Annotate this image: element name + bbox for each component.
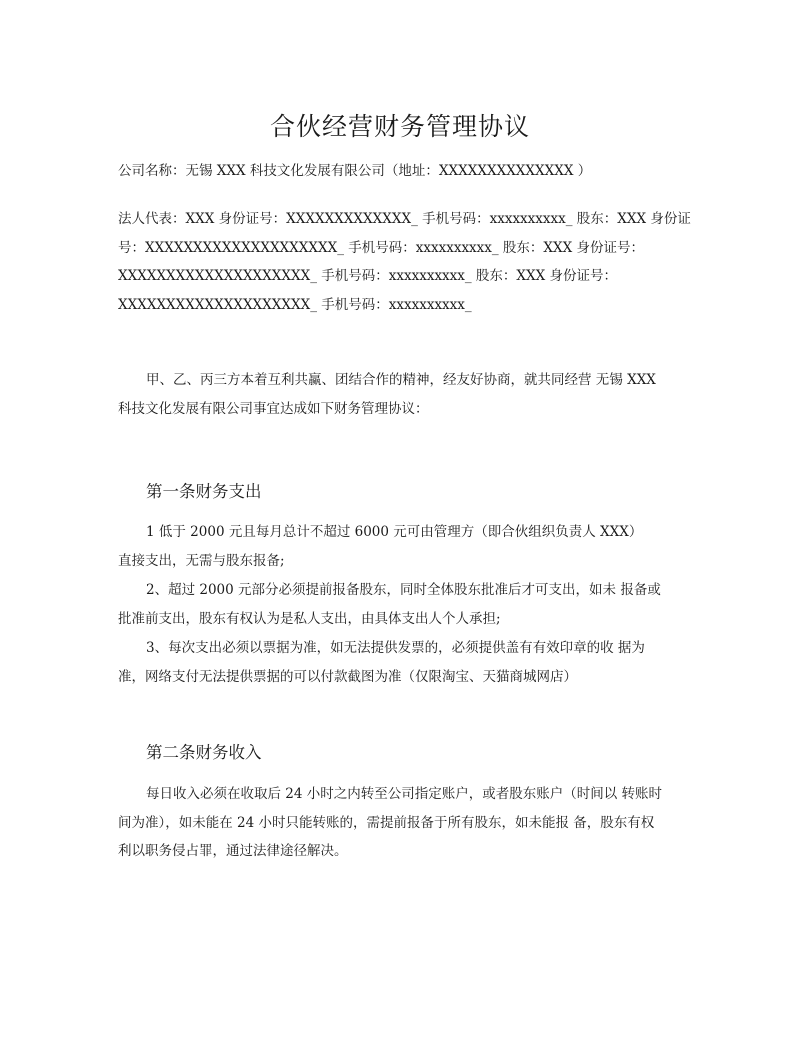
intro-line: 科技文化发展有限公司事宜达成如下财务管理协议： [118, 400, 429, 417]
intro-line: 甲、乙、丙三方本着互利共赢、团结合作的精神，经友好协商，就共同经营 无锡 XXX [146, 372, 656, 388]
expense-clause-3 [118, 634, 698, 691]
clause-line: 批准前支出，股东有权认为是私人支出，由具体支出人个人承担; [118, 610, 501, 627]
clause-line: 每日收入必须在收取后 24 小时之内转至公司指定账户，或者股东账户（时间以 转账时 [146, 786, 663, 802]
section-heading-income: 第二条财务收入 [146, 743, 262, 762]
clause-line: 利以职务侵占罪，通过法律途径解决。 [118, 843, 348, 860]
clause-line: 准，网络支付无法提供票据的可以付款截图为准（仅限淘宝、天猫商城网店） [118, 668, 577, 685]
clause-line: 间为准），如未能在 24 小时只能转账的，需提前报备于所有股东，如未能报 备，股东有权 [118, 814, 655, 831]
company-line: 公司名称：无锡 XXX 科技文化发展有限公司（地址：XXXXXXXXXXXXXX ） [118, 163, 592, 179]
clause-line: 2、超过 2000 元部分必须提前报备股东，同时全体股东批准后才可支出，如未 报备或 [146, 582, 661, 598]
parties-line: 号：XXXXXXXXXXXXXXXXXXXX_ 手机号码：xxxxxxxxxx_ 股东：XXX 身份证号： [118, 239, 645, 256]
document-title: 合伙经营财务管理协议 [269, 112, 530, 141]
intro-paragraph [118, 366, 690, 423]
clause-line: 3、每次支出必须以票据为准，如无法提供发票的，必须提供盖有有效印章的收 据为 [146, 640, 645, 656]
expense-clause-2 [118, 576, 698, 633]
expense-clause-1 [118, 518, 698, 575]
parties-block [118, 205, 698, 319]
clause-line: 直接支出，无需与股东报备; [118, 552, 285, 569]
section-heading-expenses: 第一条财务支出 [146, 482, 262, 501]
clause-line: 1 低于 2000 元且每月总计不超过 6000 元可由管理方（即合伙组织负责人 XXX） [146, 524, 643, 540]
income-clause [118, 780, 698, 866]
parties-line: XXXXXXXXXXXXXXXXXXXX_ 手机号码：xxxxxxxxxx_ 股东：XXX 身份证号： [118, 268, 618, 285]
parties-line: XXXXXXXXXXXXXXXXXXXX_ 手机号码：xxxxxxxxxx_ [118, 296, 472, 313]
parties-line: 法人代表：XXX 身份证号：XXXXXXXXXXXXX_ 手机号码：xxxxxxxxxx_ 股东：XXX 身份证 [118, 211, 691, 227]
